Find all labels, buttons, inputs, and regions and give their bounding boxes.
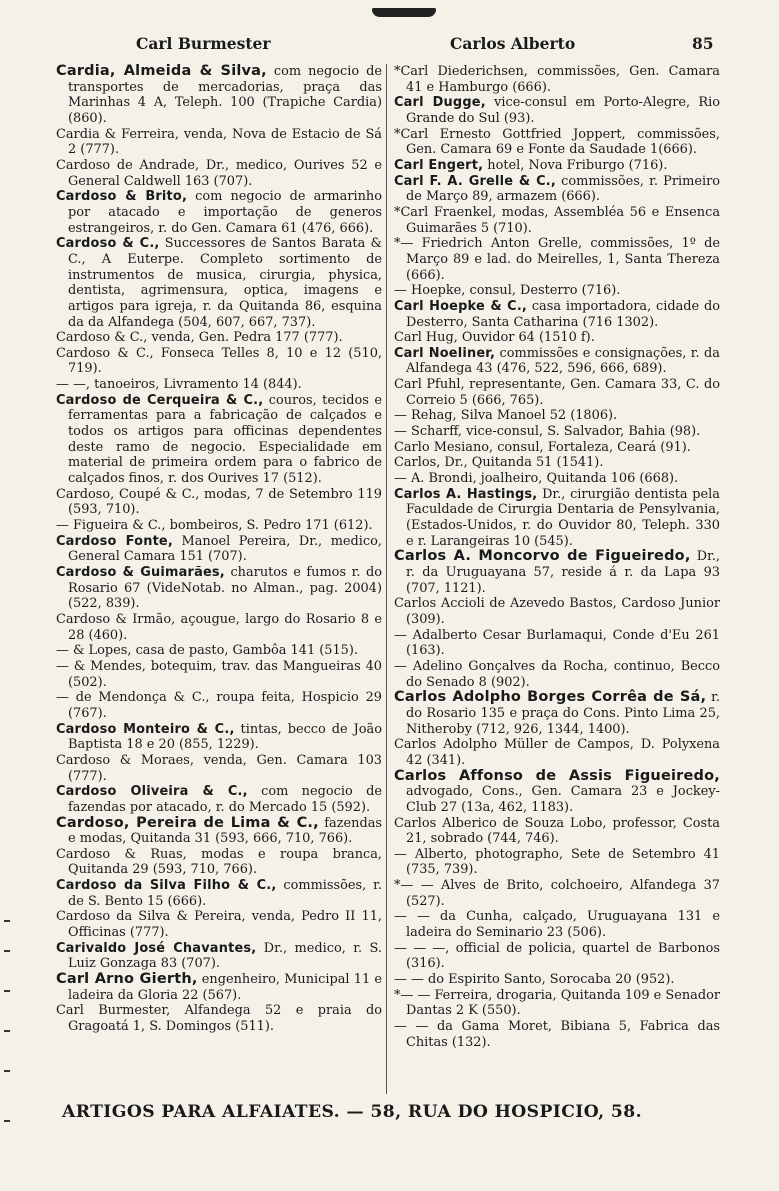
directory-entry <box>394 972 720 988</box>
entry-text: Cardia & Ferreira, venda, Nova de Estacio de Sá 2 (777). <box>56 126 382 158</box>
entry-text: com negocio de armarinho por atacado e importação de generos estrangeiros, r. do Gen. Camara 61 (476, 666). <box>68 189 382 236</box>
entry-name: Cardoso Monteiro & C., <box>56 721 235 737</box>
directory-entry <box>56 158 382 189</box>
entry-text: — Hoepke, consul, Desterro (716). <box>394 283 621 299</box>
entry-text: commissões, r. de S. Bento 15 (666). <box>68 878 382 909</box>
directory-entry <box>56 941 382 972</box>
entry-text: Dr., cirurgião dentista pela Faculdade de Cirurgia Dentaria de Pensylvania, (Estados-Unidos, r. do Ouvidor 80, Teleph. 330 e r. Larangeiras 10 (545). <box>406 486 720 549</box>
directory-entry <box>394 424 720 440</box>
entry-text: com negocio de transportes de mercadorias, praça das Marinhas 4 A, Teleph. 100 (Trapiche Cardia) (860). <box>68 64 382 126</box>
entry-name: Carl Noeliner, <box>394 345 496 361</box>
entry-text: casa importadora, cidade do Desterro, Santa Catharina (716 1302). <box>406 298 720 330</box>
entry-name: Cardia, Almeida & Silva, <box>56 63 267 79</box>
entry-name: Cardoso, Pereira de Lima & C., <box>56 814 319 831</box>
page-number: 85 <box>692 34 714 53</box>
entry-text: engenheiro, Municipal 11 e ladeira da Gloria 22 (567). <box>68 972 383 1003</box>
entry-text: *— Friedrich Anton Grelle, commissões, 1º de Março 89 e lad. do Meirelles, 1, Santa Thereza (666). <box>394 236 720 283</box>
entry-text: Carlos Alberico de Souza Lobo, professor, Costa 21, sobrado (744, 746). <box>394 815 720 847</box>
directory-entry <box>56 643 382 659</box>
directory-entry <box>394 236 720 283</box>
directory-entry <box>394 64 720 95</box>
directory-entry <box>56 972 382 1003</box>
entry-text: *Carl Fraenkel, modas, Assembléa 56 e Ensenca Guimarães 5 (710). <box>394 204 720 236</box>
left-column <box>56 64 382 1035</box>
entry-text: — — do Espirito Santo, Sorocaba 20 (952). <box>394 972 675 988</box>
directory-entry <box>56 659 382 690</box>
entry-name: Carl Dugge, <box>394 95 486 111</box>
directory-entry <box>394 988 720 1019</box>
directory-entry <box>56 784 382 815</box>
directory-entry <box>56 847 382 878</box>
entry-text: Cardoso & C., venda, Gen. Pedra 177 (777). <box>56 330 343 346</box>
entry-text: charutos e fumos r. do Rosario 67 (VideNotab. no Alman., pag. 2004) (522, 839). <box>68 565 382 612</box>
directory-entry <box>394 158 720 174</box>
directory-entry <box>394 330 720 346</box>
entry-text: tintas, becco de João Baptista 18 e 20 (855, 1229). <box>68 721 382 753</box>
entry-name: Carl Engert, <box>394 157 484 173</box>
directory-entry <box>56 565 382 612</box>
entry-text: Cardoso & Ruas, modas e roupa branca, Quitanda 29 (593, 710, 766). <box>56 846 382 878</box>
entry-text: Carlos Accioli de Azevedo Bastos, Cardoso Junior (309). <box>394 596 720 627</box>
directory-entry <box>394 659 720 690</box>
entry-text: Carlo Mesiano, consul, Fortaleza, Ceará (91). <box>394 439 691 455</box>
directory-entry <box>56 518 382 534</box>
entry-text: hotel, Nova Friburgo (716). <box>483 157 668 173</box>
entry-name: Carl F. A. Grelle & C., <box>394 173 556 189</box>
entry-name: Carl Hoepke & C., <box>394 298 528 314</box>
entry-text: Carl Burmester, Alfandega 52 e praia do Gragoatá 1, S. Domingos (511). <box>56 1003 382 1035</box>
directory-entry <box>56 909 382 940</box>
directory-entry <box>394 690 720 737</box>
directory-entry <box>56 64 382 127</box>
directory-entry <box>394 737 720 768</box>
directory-entry <box>394 596 720 627</box>
directory-entry <box>56 816 382 847</box>
directory-entry <box>394 1019 720 1050</box>
directory-entry <box>394 205 720 236</box>
footer-advertisement: ARTIGOS PARA ALFAIATES. — 58, RUA DO HOSPICIO, 58. <box>62 1102 642 1122</box>
entry-text: *— — Alves de Brito, colchoeiro, Alfandega 37 (527). <box>394 878 720 909</box>
directory-entry <box>56 346 382 377</box>
entry-text: *Carl Diederichsen, commissões, Gen. Camara 41 e Hamburgo (666). <box>394 64 720 95</box>
entry-text: Dr., medico, r. S. Luiz Gonzaga 83 (707). <box>68 940 383 972</box>
entry-text: — —, tanoeiros, Livramento 14 (844). <box>56 377 302 393</box>
entry-name: Carlos Adolpho Borges Corrêa de Sá, <box>394 689 707 706</box>
directory-entry <box>394 174 720 205</box>
entry-text: Cardoso & Irmão, açougue, largo do Rosario 8 e 28 (460). <box>56 611 382 643</box>
directory-entry <box>394 127 720 158</box>
entry-text: fazendas e modas, Quitanda 31 (593, 666, 710, 766). <box>68 815 382 847</box>
entry-name: Cardoso Oliveira & C., <box>56 784 248 800</box>
directory-entry <box>394 377 720 408</box>
entry-text: Dr., r. da Uruguayana 57, reside á r. da Lapa 93 (707, 1121). <box>406 549 721 596</box>
entry-text: — Figueira & C., bombeiros, S. Pedro 171 (612). <box>56 518 373 534</box>
entry-name: Carlos A. Moncorvo de Figueiredo, <box>394 548 691 565</box>
directory-entry <box>56 722 382 753</box>
entry-text: — & Mendes, botequim, trav. das Mangueiras 40 (502). <box>56 658 382 690</box>
entry-text: Successores de Santos Barata & C., A Euterpe. Completo sortimento de instrumentos de musica, cirurgia, physica, dentista, agrimensura, optica, imagens e artigos para igreja, r. da Quitanda 86, esquina da da Alfandega (504, 607, 667, 737). <box>68 236 383 330</box>
entry-text: Carlos Adolpho Müller de Campos, D. Polyxena 42 (341). <box>394 737 720 768</box>
entry-name: Cardoso & Guimarães, <box>56 565 225 580</box>
entry-text: Carlos, Dr., Quitanda 51 (1541). <box>394 455 604 471</box>
entry-name: Carivaldo José Chavantes, <box>56 940 257 956</box>
entry-text: Carl Hug, Ouvidor 64 (1510 f). <box>394 330 595 346</box>
directory-entry <box>394 628 720 659</box>
entry-text: — Scharff, vice-consul, S. Salvador, Bahia (98). <box>394 424 701 440</box>
directory-entry <box>394 769 720 816</box>
directory-entry <box>394 95 720 126</box>
entry-text: Carl Pfuhl, representante, Gen. Camara 33, C. do Correio 5 (666, 765). <box>394 377 720 408</box>
directory-entry <box>394 549 720 596</box>
directory-entry <box>56 534 382 565</box>
margin-marks <box>0 920 30 1180</box>
entry-name: Carl Arno Gierth, <box>56 971 198 988</box>
directory-entry <box>56 487 382 518</box>
directory-entry <box>394 299 720 330</box>
directory-entry <box>394 878 720 909</box>
entry-text: Cardoso de Andrade, Dr., medico, Ourives 52 e General Caldwell 163 (707). <box>56 157 382 189</box>
directory-entry <box>56 878 382 909</box>
directory-entry <box>394 941 720 972</box>
entry-text: — de Mendonça & C., roupa feita, Hospicio 29 (767). <box>56 690 382 721</box>
header-ornament <box>372 8 436 17</box>
entry-text: — — da Gama Moret, Bibiana 5, Fabrica das Chitas (132). <box>394 1019 720 1050</box>
header-left: Carl Burmester <box>136 34 271 53</box>
running-header <box>56 34 726 56</box>
directory-entry <box>56 690 382 721</box>
entry-name: Cardoso Fonte, <box>56 533 173 549</box>
entry-text: couros, tecidos e ferramentas para a fabricação de calçados e todos os artigos para officinas dependentes deste ramo de negocio. Especialidade em material de primeira ordem para o fabrico de calçados finos, r. dos Ourives 17 (512). <box>68 392 382 487</box>
directory-entry <box>394 455 720 471</box>
entry-text: Cardoso, Coupé & C., modas, 7 de Setembro 119 (593, 710). <box>56 486 382 518</box>
entry-text: — — da Cunha, calçado, Uruguayana 131 e ladeira do Seminario 23 (506). <box>394 909 720 941</box>
directory-entry <box>394 283 720 299</box>
right-column <box>394 64 720 1050</box>
entry-text: *— — Ferreira, drogaria, Quitanda 109 e Senador Dantas 2 K (550). <box>394 987 720 1019</box>
entry-text: — — —, official de policia, quartel de Barbonos (316). <box>394 940 720 972</box>
entry-text: commissões e consignações, r. da Alfandega 43 (476, 522, 596, 666, 689). <box>406 345 720 377</box>
directory-entry <box>56 753 382 784</box>
directory-entry <box>56 127 382 158</box>
entry-text: Cardoso da Silva & Pereira, venda, Pedro II 11, Officinas (777). <box>56 909 382 941</box>
entry-text: — Alberto, photographo, Sete de Setembro 41 (735, 739). <box>394 846 720 878</box>
entry-text: — Adelino Gonçalves da Rocha, continuo, Becco do Senado 8 (902). <box>394 658 720 690</box>
entry-name: Cardoso de Cerqueira & C., <box>56 392 264 408</box>
entry-name: Carlos Affonso de Assis Figueiredo, <box>394 767 720 784</box>
entry-text: com negocio de fazendas por atacado, r. do Mercado 15 (592). <box>68 784 382 815</box>
entry-text: Cardoso & C., Fonseca Telles 8, 10 e 12 (510, 719). <box>56 345 382 377</box>
entry-text: — & Lopes, casa de pasto, Gambôa 141 (515). <box>56 643 359 659</box>
entry-name: Cardoso & Brito, <box>56 189 188 205</box>
entry-text: advogado, Cons., Gen. Camara 23 e Jockey-Club 27 (13a, 462, 1183). <box>406 784 720 815</box>
directory-entry <box>56 1003 382 1034</box>
directory-entry <box>56 393 382 487</box>
entry-text: vice-consul em Porto-Alegre, Rio Grande do Sul (93). <box>406 95 720 126</box>
directory-entry <box>394 487 720 550</box>
entry-name: Carlos A. Hastings, <box>394 486 538 502</box>
directory-entry <box>394 440 720 456</box>
entry-text: — Adalberto Cesar Burlamaqui, Conde d'Eu 261 (163). <box>394 627 720 659</box>
directory-entry <box>394 471 720 487</box>
directory-entry <box>394 346 720 377</box>
directory-entry <box>56 189 382 236</box>
entry-name: Cardoso da Silva Filho & C., <box>56 878 277 894</box>
directory-entry <box>394 909 720 940</box>
entry-text: Manoel Pereira, Dr., medico, General Camara 151 (707). <box>68 533 382 565</box>
directory-entry <box>394 847 720 878</box>
column-divider <box>386 64 387 1094</box>
directory-entry <box>56 377 382 393</box>
header-center: Carlos Alberto <box>450 34 576 53</box>
entry-text: — Rehag, Silva Manoel 52 (1806). <box>394 408 618 424</box>
entry-text: Cardoso & Moraes, venda, Gen. Camara 103 (777). <box>56 752 382 784</box>
entry-name: Cardoso & C., <box>56 236 160 252</box>
entry-text: r. do Rosario 135 e praça do Cons. Pinto Lima 25, Nitheroby (712, 926, 1344, 1400). <box>406 690 720 737</box>
directory-entry <box>56 236 382 330</box>
directory-entry <box>56 330 382 346</box>
directory-entry <box>394 816 720 847</box>
directory-entry <box>56 612 382 643</box>
entry-text: *Carl Ernesto Gottfried Joppert, commissões, Gen. Camara 69 e Fonte da Saudade 1(666). <box>394 126 720 158</box>
directory-entry <box>394 408 720 424</box>
entry-text: commissões, r. Primeiro de Março 89, armazem (666). <box>406 173 721 205</box>
entry-text: — A. Brondi, joalheiro, Quitanda 106 (668). <box>394 471 679 487</box>
